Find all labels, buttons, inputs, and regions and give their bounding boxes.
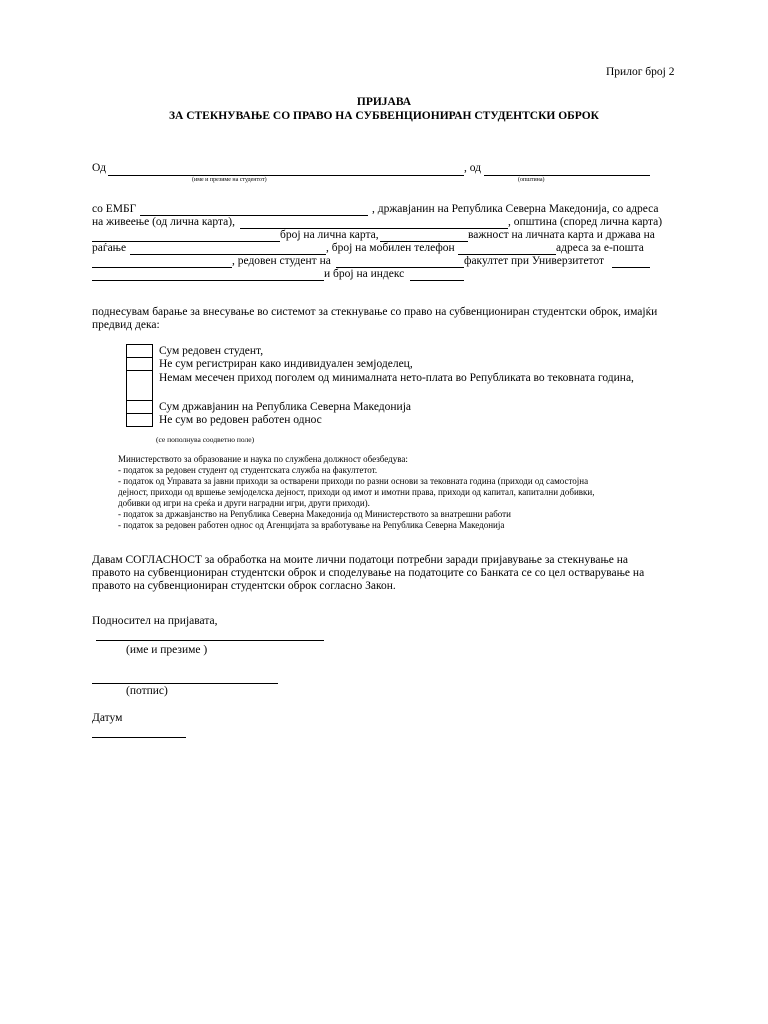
checkbox-citizen[interactable] (126, 400, 153, 414)
signature-field[interactable] (92, 683, 278, 684)
university-field[interactable] (612, 267, 650, 268)
request-text-line-1: поднесувам барање за внесување во системот за стекнување со право на субвенциониран студентски оброк, имајќи (92, 306, 658, 318)
municipality-hint: (општина) (518, 177, 545, 183)
ministry-note: - податок за државјанство на Република Северна Македонија од Министерството за внатрешни работи (118, 509, 511, 519)
date-field[interactable] (92, 737, 186, 738)
checklist-hint: (се пополнува соодветно поле) (156, 435, 255, 444)
checklist-label: Сум државјанин на Република Северна Македонија (159, 401, 411, 413)
checkbox-not-employed[interactable] (126, 413, 153, 427)
from-label: Од (92, 162, 107, 174)
checkbox-regular-student[interactable] (126, 344, 153, 358)
date-label: Датум (92, 712, 123, 724)
ministry-note: - податок за редовен работен однос од Агенцијата за вработување на Република Северна Македонија (118, 520, 505, 530)
embg-label: со ЕМБГ (92, 203, 137, 215)
student-name-hint: (име и презиме на студентот) (192, 177, 267, 183)
municipality-field[interactable] (484, 175, 650, 176)
applicant-label: Подносител на пријавата, (92, 615, 218, 627)
validity-birth-text: важност на личната карта и држава на (468, 229, 655, 241)
annex-label: Прилог број 2 (606, 66, 675, 78)
index-label: и број на индекс (324, 268, 405, 280)
consent-line: правото на субвенциониран студентски оброк согласно Закон. (92, 580, 396, 592)
ministry-note: дејност, приходи од вршење земјоделска дејност, приходи од имот и имотни права, приходи од капитал, капитални добивки, (118, 487, 595, 497)
citizenship-address-text: , државјанин на Република Северна Македонија, со адреса (372, 203, 659, 215)
applicant-name-field[interactable] (96, 640, 324, 641)
id-card-label: број на лична карта, (280, 229, 379, 241)
checklist-label: Немам месечен приход поголем од минималната нето-плата во Републиката во тековната година, (159, 372, 634, 384)
municipality-id-text: , општина (според лична карта) (508, 216, 663, 228)
request-text-line-2: предвид дека: (92, 319, 160, 331)
ministry-note: - податок за редовен студент од студентската служба на факултетот. (118, 465, 378, 475)
index-number-field[interactable] (410, 280, 464, 281)
email-label: адреса за е-пошта (556, 242, 644, 254)
ministry-note: добивки од игри на среќа и други наградни игри, други приходи). (118, 498, 370, 508)
student-of-label: , редовен студент на (232, 255, 331, 267)
checklist-label: Не сум регистриран како индивидуален земјоделец, (159, 358, 413, 370)
form-title: ПРИЈАВА (356, 96, 412, 108)
residence-label: на живеење (од лична карта), (92, 216, 235, 228)
mobile-label: , број на мобилен телефон (326, 242, 455, 254)
email-field[interactable] (92, 267, 232, 268)
checklist-label: Не сум во редовен работен однос (159, 414, 322, 426)
name-hint: (име и презиме ) (126, 644, 208, 656)
checkbox-income[interactable] (126, 370, 153, 401)
university-name-field[interactable] (92, 280, 324, 281)
student-name-field[interactable] (108, 175, 464, 176)
checklist-label: Сум редовен студент, (159, 345, 264, 357)
ministry-note: Министерството за образование и наука по службена должност обезбедува: (118, 454, 408, 464)
of-label: , од (464, 162, 482, 174)
birth-country-label: раѓање (92, 242, 127, 254)
consent-line: Давам СОГЛАСНОСТ за обработка на моите лични податоци потребни заради пријавување за стекнување на (92, 554, 629, 566)
form-subtitle: ЗА СТЕКНУВАЊЕ СО ПРАВО НА СУБВЕНЦИОНИРАН СТУДЕНТСКИ ОБРОК (168, 110, 600, 122)
ministry-note: - податок од Управата за јавни приходи за остварени приходи по разни основи за тековната година (приходи од самостојна (118, 476, 589, 486)
signature-hint: (потпис) (126, 685, 168, 697)
consent-line: правото на субвенциониран студентски оброк и споделување на податоците со Банката се со цел остварување на (92, 567, 645, 579)
checkbox-not-farmer[interactable] (126, 357, 153, 371)
faculty-university-label: факултет при Универзитетот (464, 255, 605, 267)
